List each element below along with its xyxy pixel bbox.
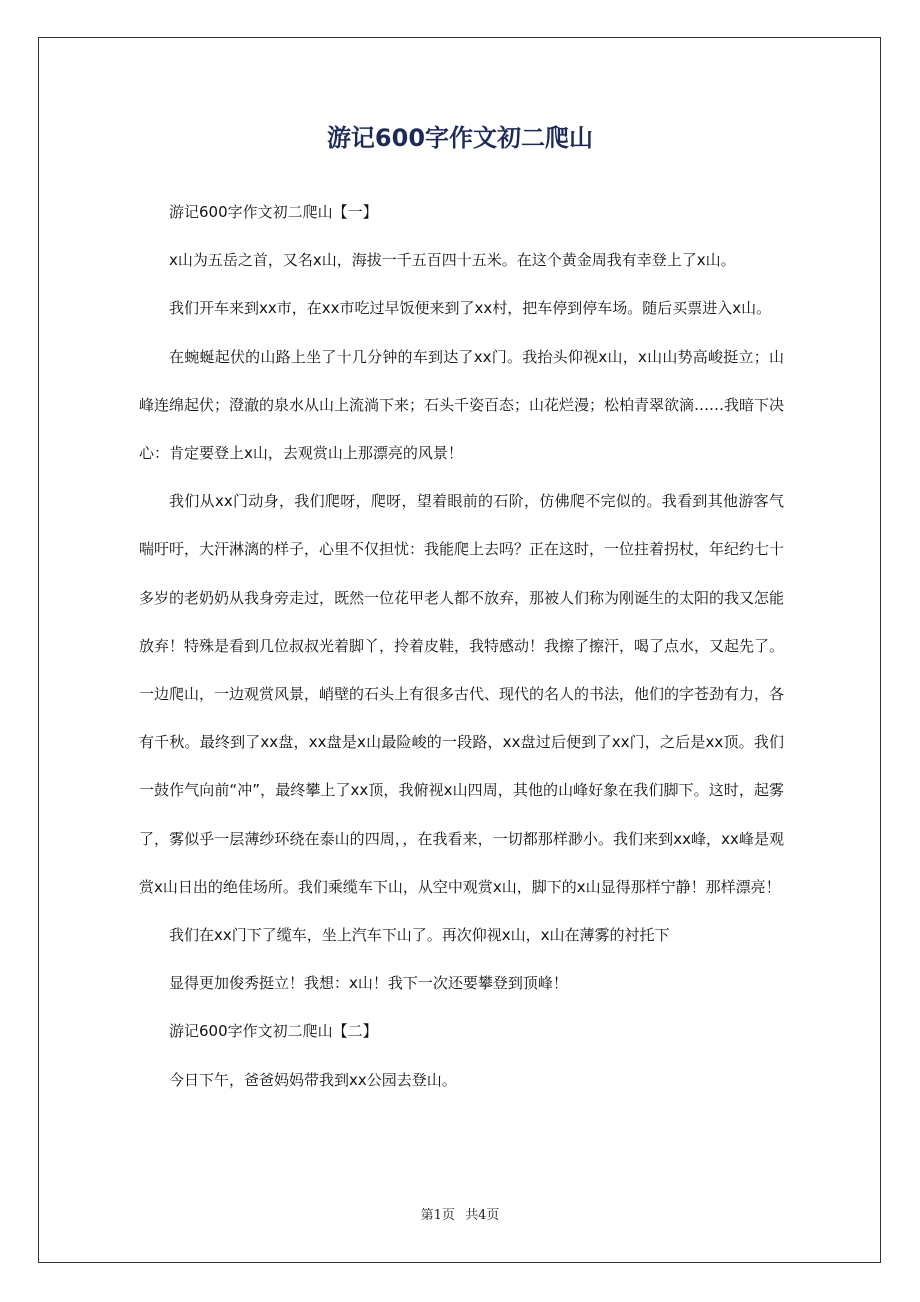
page-total: 共4页 xyxy=(465,1208,500,1223)
page-number: 第1页 xyxy=(420,1208,455,1223)
page-footer xyxy=(0,1206,920,1226)
paragraph: 我们在xx门下了缆车，坐上汽车下山了。再次仰视x山，x山在薄雾的衬托下 xyxy=(169,926,670,945)
document-body xyxy=(139,188,784,1104)
paragraph: 在蜿蜒起伏的山路上坐了十几分钟的车到达了xx门。我抬头仰视x山，x山山势高峻挺立；山峰连绵起伏；澄澈的泉水从山上流淌下来；石头千姿百态；山花烂漫；松柏青翠欲滴……我暗下决心：肯定要登上x山，去观赏山上那漂亮的风景！ xyxy=(139,347,785,463)
paragraph: 我们从xx门动身，我们爬呀，爬呀，望着眼前的石阶，仿佛爬不完似的。我看到其他游客气喘吁吁，大汗淋漓的样子，心里不仅担忧：我能爬上去吗？正在这时，一位拄着拐杖，年纪约七十多岁的老奶奶从我身旁走过，既然一位花甲老人都不放弃，那被人们称为刚诞生的太阳的我又怎能放弃！特殊是看到几位叔叔光着脚丫，拎着皮鞋，我特感动！我擦了擦汗，喝了点水，又起先了。一边爬山，一边观赏风景，峭壁的石头上有很多古代、现代的名人的书法，他们的字苍劲有力，各有千秋。最终到了xx盘，xx盘是x山最险峻的一段路，xx盘过后便到了xx门，之后是xx顶。我们一鼓作气向前“冲”，最终攀上了xx顶，我俯视x山四周，其他的山峰好象在我们脚下。这时，起雾了，雾似乎一层薄纱环绕在泰山的四周，，在我看来，一切都那样渺小。我们来到xx峰，xx峰是观赏x山日出的绝佳场所。我们乘缆车下山，从空中观赏x山，脚下的x山显得那样宁静！那样漂亮！ xyxy=(139,492,785,896)
paragraph: 今日下午，爸爸妈妈带我到xx公园去登山。 xyxy=(169,1070,457,1089)
paragraph: 我们开车来到xx市，在xx市吃过早饭便来到了xx村，把车停到停车场。随后买票进入x山。 xyxy=(169,299,772,318)
paragraph: x山为五岳之首，又名x山，海拔一千五百四十五米。在这个黄金周我有幸登上了x山。 xyxy=(169,251,736,270)
section-heading: 游记600字作文初二爬山【一】 xyxy=(169,203,378,221)
document-title: 游记600字作文初二爬山 xyxy=(326,124,594,152)
paragraph: 显得更加俊秀挺立！我想：x山！我下一次还要攀登到顶峰！ xyxy=(169,974,568,993)
section-heading: 游记600字作文初二爬山【二】 xyxy=(169,1022,378,1041)
